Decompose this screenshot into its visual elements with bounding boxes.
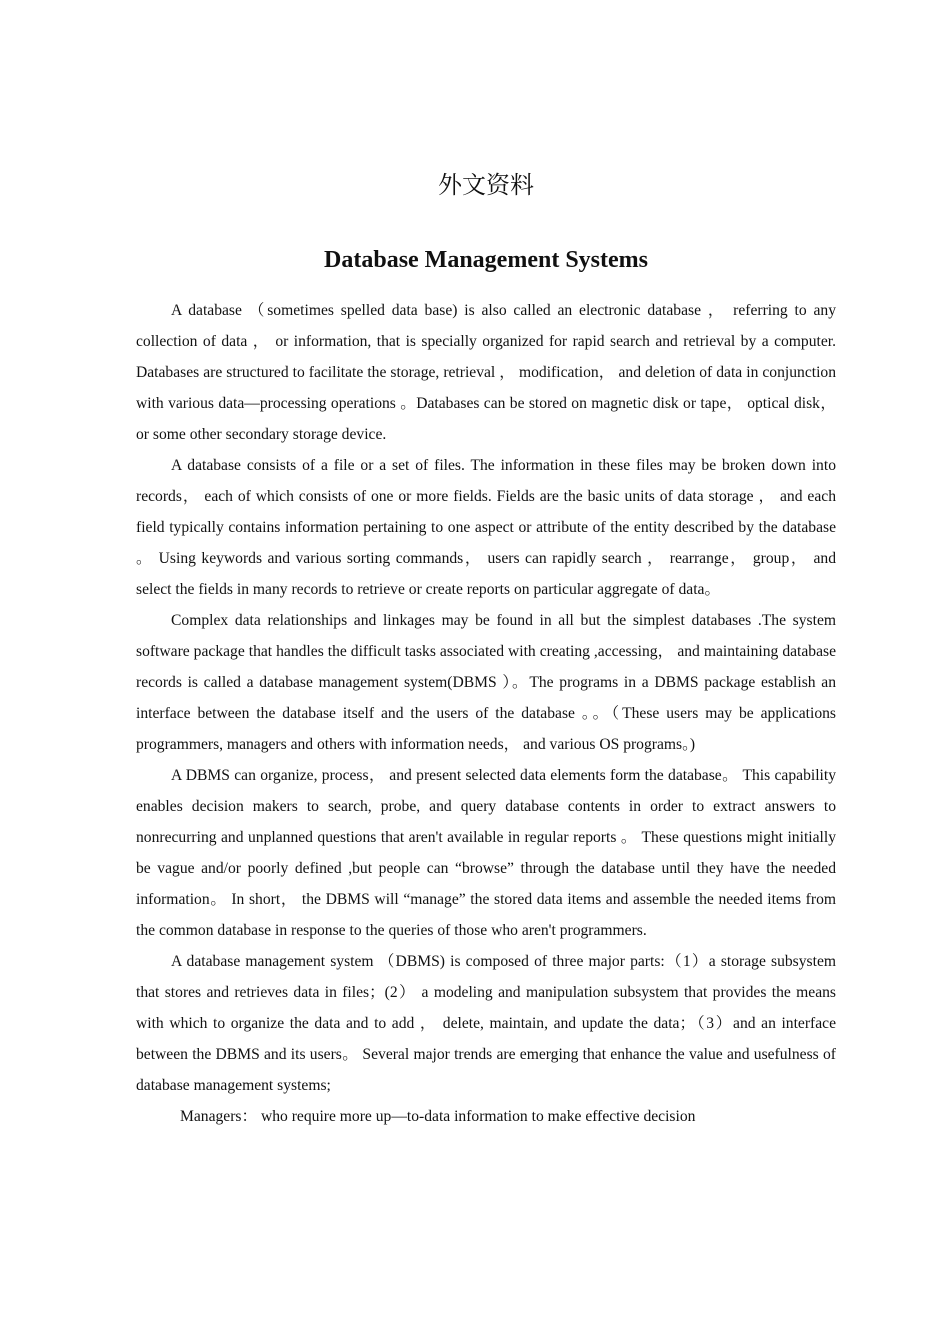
paragraph-5: A database management system （DBMS) is composed of three major parts:（1）a storage subsystem that stores and retrieves data in files；(2） a modeling and manipulation subsystem that provides the means with which to organize the data and to add ， delete, maintain, and update the data；（3）and an interface between the DBMS and its users。 Several major trends are emerging that enhance the value and usefulness of database management systems; [136,953,836,1094]
paragraph-4: A DBMS can organize, process， and present selected data elements form the database。 This capability enables decision makers to search, probe, and query database contents in order to extract answers to nonrecurring and unplanned questions that aren't available in regular reports 。 These questions might initially be vague and/or poorly defined ,but people can “browse” through the database until they have the needed information。 In short， the DBMS will “manage” the stored data items and assemble the needed items from the common database in response to the queries of those who aren't programmers. [136,767,836,939]
body-text [136,295,836,1132]
paragraph-1: A database （sometimes spelled data base) is also called an electronic database ， referring to any collection of data ， or information, that is specially organized for rapid search and retrieval by a computer. Databases are structured to facilitate the storage, retrieval ， modification， and deletion of data in conjunction with various data—processing operations 。Databases can be stored on magnetic disk or tape， optical disk， or some other secondary storage device. [136,302,836,443]
chinese-heading: 外文资料 [438,171,534,199]
document-title: Database Management Systems [324,247,648,273]
paragraph-3: Complex data relationships and linkages may be found in all but the simplest databases .The system software package that handles the difficult tasks associated with creating ,accessing， and maintaining database records is called a database management system(DBMS ）。The programs in a DBMS package establish an interface between the database itself and the users of the database 。。（These users may be applications programmers, managers and others with information needs， and various OS programs。) [136,612,836,753]
paragraph-2: A database consists of a file or a set of files. The information in these files may be broken down into records， each of which consists of one or more fields. Fields are the basic units of data storage ， and each field typically contains information pertaining to one aspect or attribute of the entity described by the database 。 Using keywords and various sorting commands， users can rapidly search ， rearrange， group， and select the fields in many records to retrieve or create reports on particular aggregate of data。 [136,457,836,598]
paragraph-6: Managers： who require more up—to-data information to make effective decision [180,1108,696,1125]
